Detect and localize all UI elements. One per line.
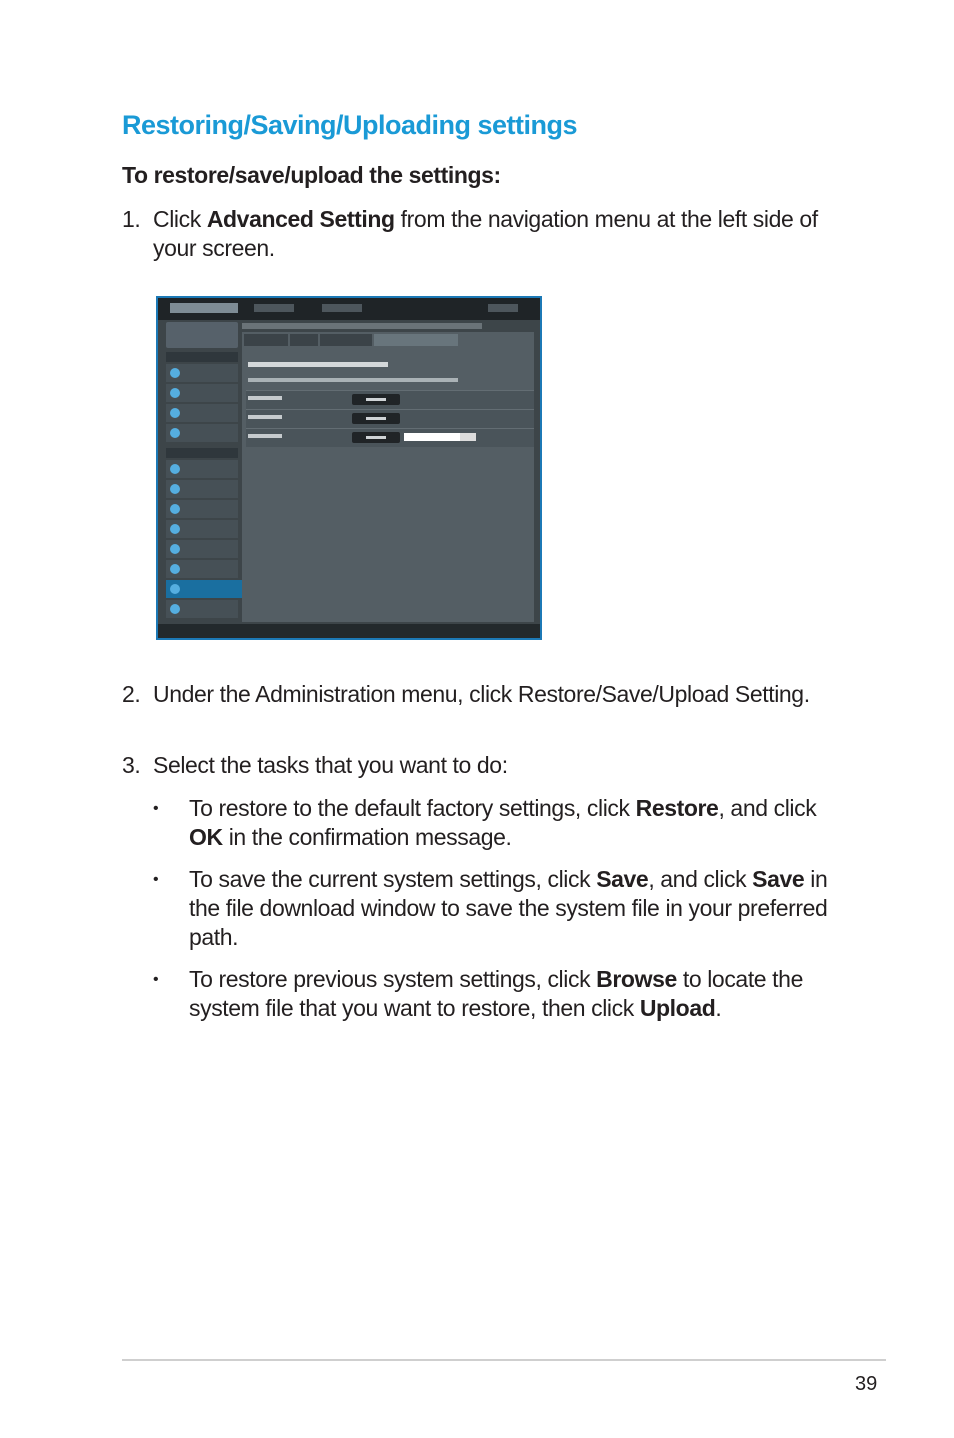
screenshot-top-bar [158, 298, 540, 320]
router-admin-screenshot [156, 296, 542, 640]
upload-row [246, 428, 534, 447]
panel-title [248, 362, 388, 367]
nav-item-administration [166, 580, 242, 598]
nav-item [166, 404, 238, 422]
nav-icon [170, 584, 180, 594]
advanced-group-header [166, 448, 238, 458]
bullet-marker: • [153, 871, 159, 888]
screenshot-main-panel [242, 332, 534, 622]
upload-button [352, 432, 400, 443]
bullet-restore [153, 794, 843, 852]
section-heading: Restoring/Saving/Uploading settings [122, 110, 578, 140]
bullet-text: To save the current system settings, click Save, and click Save in the file download window to save the system file in your preferred path. [189, 866, 828, 950]
screenshot-bottom-bar [158, 624, 540, 640]
file-path-input [404, 433, 460, 441]
nav-item [166, 424, 238, 442]
step-3 [122, 751, 842, 780]
bullet-text: To restore previous system settings, click Browse to locate the system file that you want to restore, then click Upload. [189, 966, 803, 1021]
save-row [246, 409, 534, 428]
nav-item [166, 500, 238, 518]
bullet-save [153, 865, 843, 952]
bullet-marker: • [153, 800, 159, 817]
restore-button [352, 394, 400, 405]
step-1 [122, 205, 842, 263]
nav-icon [170, 408, 180, 418]
bullet-upload [153, 965, 843, 1023]
nav-icon [170, 524, 180, 534]
nav-icon [170, 604, 180, 614]
row-label [248, 434, 348, 448]
nav-item [166, 364, 238, 382]
nav-icon [170, 428, 180, 438]
footer-divider [122, 1359, 886, 1361]
nav-icon [170, 368, 180, 378]
tab [320, 334, 372, 346]
step-text: Under the Administration menu, click Restore/Save/Upload Setting. [153, 681, 810, 707]
step-number: 3. [122, 752, 141, 778]
nav-icon [170, 564, 180, 574]
brand-logo [170, 303, 238, 313]
nav-item [166, 460, 238, 478]
save-button [352, 413, 400, 424]
procedure-heading: To restore/save/upload the settings: [122, 162, 501, 188]
nav-item [166, 600, 238, 618]
nav-icon [170, 388, 180, 398]
row-label [248, 415, 348, 429]
logout-button [254, 304, 294, 312]
nav-item [166, 540, 238, 558]
advanced-setting-term: Advanced Setting [206, 206, 395, 232]
tab [244, 334, 288, 346]
bullet-marker: • [153, 971, 159, 988]
quick-setup-item [166, 322, 238, 348]
status-info-line [242, 323, 482, 329]
tab [290, 334, 318, 346]
nav-item [166, 520, 238, 538]
step-text: Click Advanced Setting from the navigation menu at the left side of your screen. [153, 206, 818, 261]
nav-item [166, 480, 238, 498]
nav-item [166, 384, 238, 402]
page-number: 39 [855, 1373, 878, 1395]
screenshot-sidebar [162, 322, 238, 622]
general-group-header [166, 352, 238, 362]
step-2 [122, 680, 842, 709]
panel-description [248, 378, 458, 382]
bullet-text: To restore to the default factory settings, click Restore, and click OK in the confirmation message. [189, 795, 817, 850]
step-text: Select the tasks that you want to do: [153, 752, 508, 778]
nav-icon [170, 464, 180, 474]
restore-row [246, 390, 534, 409]
row-label [248, 396, 348, 410]
reboot-button [322, 304, 362, 312]
tab-restore-save-upload [374, 334, 458, 346]
nav-icon [170, 504, 180, 514]
browse-button [460, 433, 476, 441]
language-select [488, 304, 518, 312]
step-number: 2. [122, 681, 141, 707]
nav-icon [170, 544, 180, 554]
nav-icon [170, 484, 180, 494]
nav-item [166, 560, 238, 578]
step-number: 1. [122, 206, 141, 232]
